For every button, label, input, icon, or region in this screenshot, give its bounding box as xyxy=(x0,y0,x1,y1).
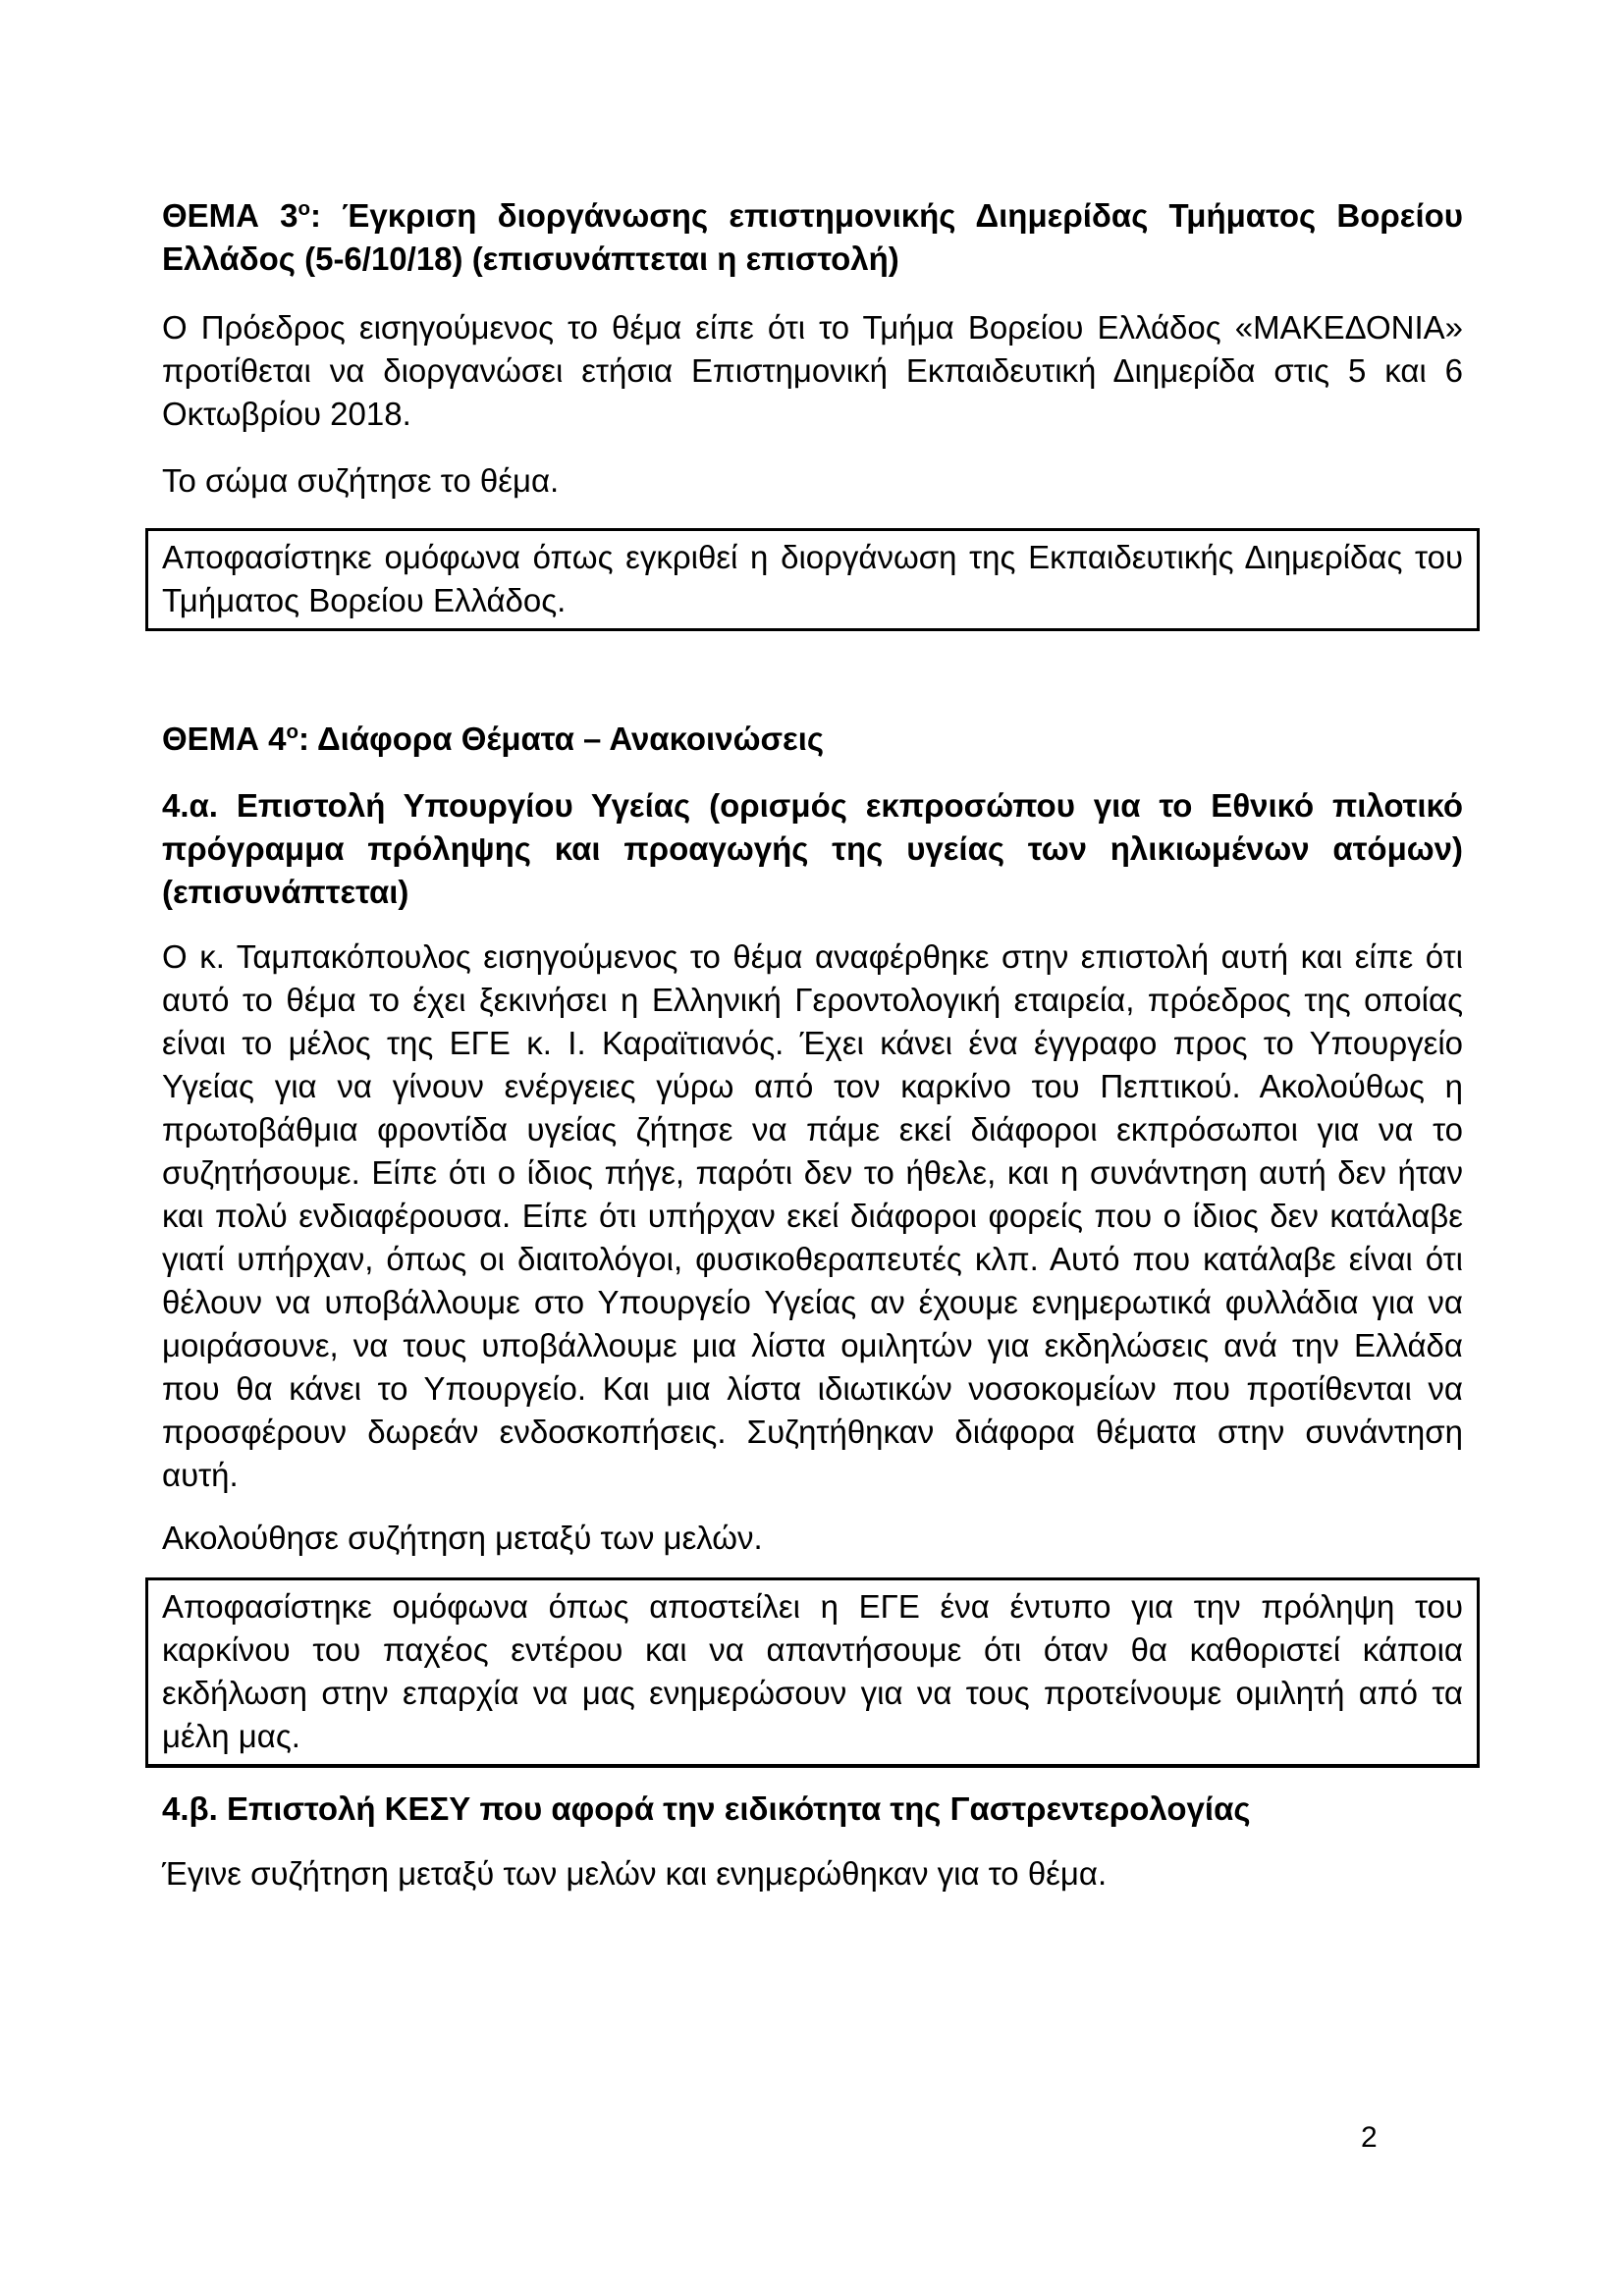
topic3-heading xyxy=(162,194,1463,281)
topic3-heading-ordinal: ο xyxy=(298,197,311,220)
topic3-decision-box xyxy=(145,528,1480,631)
topic4-item-b-heading: 4.β. Επιστολή ΚΕΣΥ που αφορά την ειδικότητα της Γαστρεντερολογίας xyxy=(162,1790,1251,1827)
topic3-body-note: Το σώμα συζήτησε το θέμα. xyxy=(162,462,560,499)
topic4-item-a-decision-box xyxy=(145,1577,1480,1768)
topic4-heading-ordinal: ο xyxy=(286,721,299,743)
topic3-heading-suffix: : Έγκριση διοργάνωσης επιστημονικής Διημερίδας Τμήματος Βορείου Ελλάδος (5-6/10/18) (επισυνάπτεται η επιστολή) xyxy=(162,197,1463,277)
page-number: 2 xyxy=(1361,2121,1378,2154)
topic3-heading-prefix: ΘΕΜΑ 3 xyxy=(162,197,298,234)
topic4-heading xyxy=(162,718,1463,761)
document-content xyxy=(162,194,1463,1896)
topic3-decision-text: Αποφασίστηκε ομόφωνα όπως εγκριθεί η διοργάνωση της Εκπαιδευτικής Διημερίδας του Τμήματος Βορείου Ελλάδος. xyxy=(162,539,1463,618)
topic4-item-a-heading: 4.α. Επιστολή Υπουργίου Υγείας (ορισμός εκπροσώπου για το Εθνικό πιλοτικό πρόγραμμα πρόληψης και προαγωγής της υγείας των ηλικιωμένων ατόμων) (επισυνάπτεται) xyxy=(162,787,1463,910)
topic4-item-b-paragraph: Έγινε συζήτηση μεταξύ των μελών και ενημερώθηκαν για το θέμα. xyxy=(162,1855,1108,1892)
topic4-heading-suffix: : Διάφορα Θέματα – Ανακοινώσεις xyxy=(298,721,825,757)
topic4-item-a-decision-text: Αποφασίστηκε ομόφωνα όπως αποστείλει η ΕΓΕ ένα έντυπο για την πρόληψη του καρκίνου του παχέος εντέρου και να απαντήσουμε ότι όταν θα καθοριστεί κάποια εκδήλωση στην επαρχία να μας ενημερώσουν για να τους προτείνουμε ομιλητή από τα μέλη μας. xyxy=(162,1588,1463,1754)
topic4-item-a-paragraph: Ο κ. Ταμπακόπουλος εισηγούμενος το θέμα αναφέρθηκε στην επιστολή αυτή και είπε ότι αυτό το θέμα το έχει ξεκινήσει η Ελληνική Γεροντολογική εταιρεία, πρόεδρος της οποίας είναι το μέλος της ΕΓΕ κ. Ι. Καραϊτιανός. Έχει κάνει ένα έγγραφο προς το Υπουργείο Υγείας για να γίνουν ενέργειες γύρω από τον καρκίνο του Πεπτικού. Ακολούθως η πρωτοβάθμια φροντίδα υγείας ζήτησε να πάμε εκεί διάφοροι εκπρόσωποι για να το συζητήσουμε. Είπε ότι ο ίδιος πήγε, παρότι δεν το ήθελε, και η συνάντηση αυτή δεν ήταν και πολύ ενδιαφέρουσα. Είπε ότι υπήρχαν εκεί διάφοροι φορείς που ο ίδιος δεν κατάλαβε γιατί υπήρχαν, όπως οι διαιτολόγοι, φυσικοθεραπευτές κλπ. Αυτό που κατάλαβε είναι ότι θέλουν να υποβάλλουμε στο Υπουργείο Υγείας αν έχουμε ενημερωτικά φυλλάδια για να μοιράσουνε, να τους υποβάλλουμε μια λίστα ομιλητών για εκδηλώσεις ανά την Ελλάδα που θα κάνει το Υπουργείο. Και μια λίστα ιδιωτικών νοσοκομείων που προτίθενται να προσφέρουν δωρεάν ενδοσκοπήσεις. Συζητήθηκαν διάφορα θέματα στην συνάντηση αυτή. xyxy=(162,938,1463,1493)
topic3-intro-paragraph: Ο Πρόεδρος εισηγούμενος το θέμα είπε ότι το Τμήμα Βορείου Ελλάδος «ΜΑΚΕΔΟΝΙΑ» προτίθεται να διοργανώσει ετήσια Επιστημονική Εκπαιδευτική Διημερίδα στις 5 και 6 Οκτωβρίου 2018. xyxy=(162,309,1463,432)
topic4-heading-prefix: ΘΕΜΑ 4 xyxy=(162,721,287,757)
topic4-item-a-discussion-note: Ακολούθησε συζήτηση μεταξύ των μελών. xyxy=(162,1520,763,1556)
